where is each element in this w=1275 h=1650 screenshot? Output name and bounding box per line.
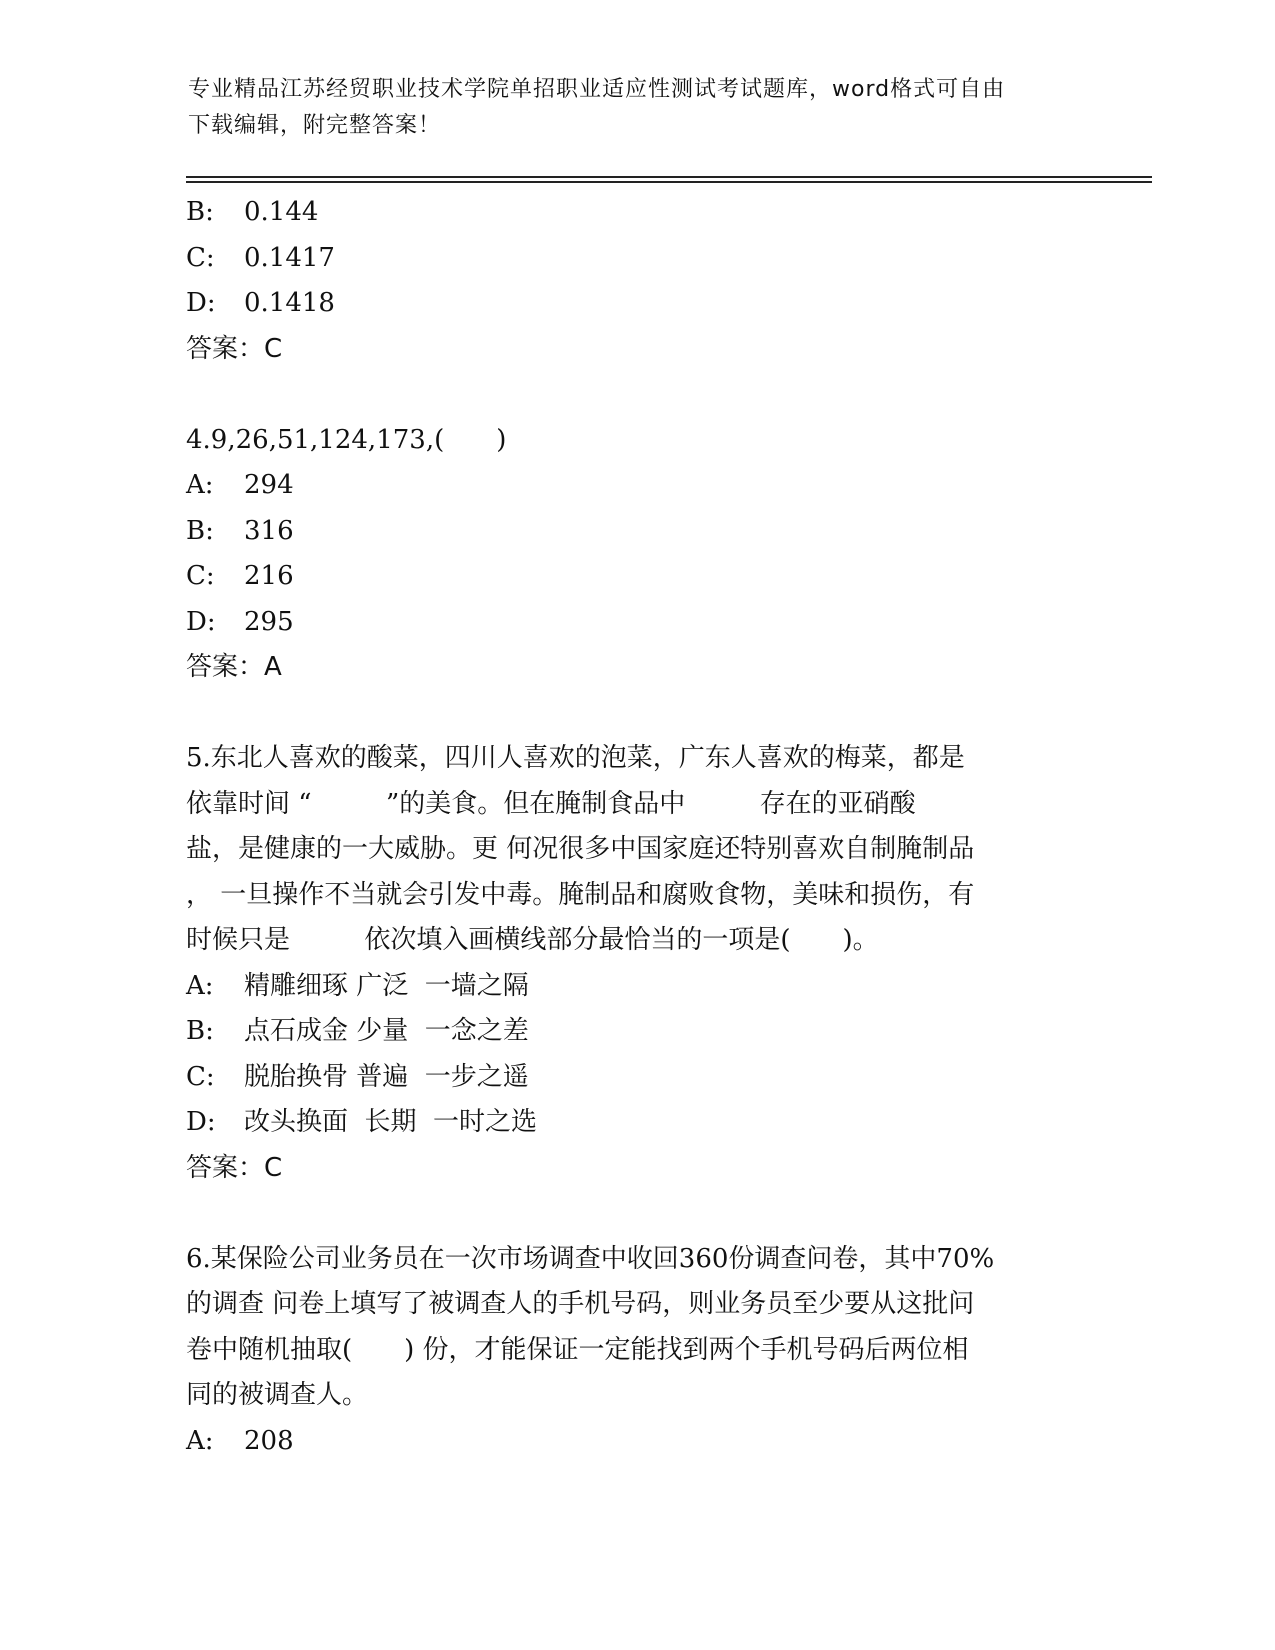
question-stem-line: 同的被调查人。 (186, 1380, 369, 1410)
option-b (186, 190, 1086, 236)
option-letter: D: (186, 288, 216, 318)
document-header (188, 72, 1108, 144)
option-letter: A: (186, 1425, 214, 1456)
question-6 (186, 1237, 1086, 1465)
option-text: 294 (244, 470, 294, 500)
header-line-2: 下载编辑，附完整答案！ (188, 113, 442, 138)
option-text: 208 (244, 1425, 294, 1456)
header-line-1: 专业精品江苏经贸职业技术学院单招职业适应性测试考试题库，word格式可自由 (188, 77, 1006, 102)
option-d (186, 600, 1086, 646)
option-letter: B: (186, 1016, 214, 1046)
question-stem-line: 依靠时间 “ ”的美食。但在腌制食品中 存在的亚硝酸 (186, 788, 916, 819)
question-stem: 4.9,26,51,124,173,( ) (186, 424, 507, 455)
option-letter: C: (186, 1061, 215, 1092)
option-letter: B: (186, 515, 214, 546)
spacer (186, 372, 1086, 418)
spacer (186, 691, 1086, 737)
question-stem-line: 卷中随机抽取( ) 份，才能保证一定能找到两个手机号码后两位相 (186, 1334, 969, 1365)
option-letter: A: (186, 970, 214, 1001)
option-text: 0.1417 (244, 242, 335, 273)
option-d (186, 1100, 1086, 1146)
option-a (186, 964, 1086, 1010)
option-b (186, 509, 1086, 555)
option-text: 295 (244, 606, 294, 637)
answer-text: 答案：A (186, 652, 282, 682)
option-d (186, 281, 1086, 327)
question-3 (186, 190, 1086, 372)
answer-text: 答案：C (186, 333, 283, 364)
option-c (186, 554, 1086, 600)
question-stem-line: 5.东北人喜欢的酸菜，四川人喜欢的泡菜，广东人喜欢的梅菜，都是 (186, 743, 965, 773)
answer-text: 答案：C (186, 1152, 283, 1183)
option-letter: D: (186, 1107, 216, 1137)
option-text: 0.1418 (244, 288, 335, 318)
question-5 (186, 736, 1086, 1191)
question-content (186, 190, 1086, 1464)
option-letter: C: (186, 242, 215, 273)
option-text: 316 (244, 515, 294, 546)
question-4 (186, 418, 1086, 691)
option-letter: A: (186, 470, 214, 500)
spacer (186, 1191, 1086, 1237)
question-stem-line: ， 一旦操作不当就会引发中毒。腌制品和腐败食物，美味和损伤，有 (186, 879, 975, 910)
option-text: 216 (244, 561, 294, 591)
question-stem-line: 的调查 问卷上填写了被调查人的手机号码，则业务员至少要从这批问 (186, 1289, 975, 1319)
option-c (186, 1055, 1086, 1101)
option-b (186, 1009, 1086, 1055)
option-letter: B: (186, 197, 214, 227)
option-text: 改头换面 长期 一时之选 (244, 1107, 538, 1137)
header-divider-top (186, 176, 1152, 178)
question-stem-line: 盐，是健康的一大威胁。更 何况很多中国家庭还特别喜欢自制腌制品 (186, 834, 975, 864)
option-letter: C: (186, 561, 215, 591)
option-text: 点石成金 少量 一念之差 (244, 1016, 529, 1046)
option-a (186, 463, 1086, 509)
header-divider-bottom (186, 181, 1152, 183)
question-stem-line: 6.某保险公司业务员在一次市场调查中收回360份调查问卷，其中70% (186, 1243, 995, 1274)
option-text: 0.144 (244, 197, 319, 227)
option-text: 脱胎换骨 普遍 一步之遥 (244, 1061, 529, 1092)
option-letter: D: (186, 606, 216, 637)
question-stem-line: 时候只是 依次填入画横线部分最恰当的一项是( )。 (186, 925, 879, 955)
option-a (186, 1419, 1086, 1465)
option-text: 精雕细琢 广泛 一墙之隔 (244, 970, 529, 1001)
option-c (186, 236, 1086, 282)
